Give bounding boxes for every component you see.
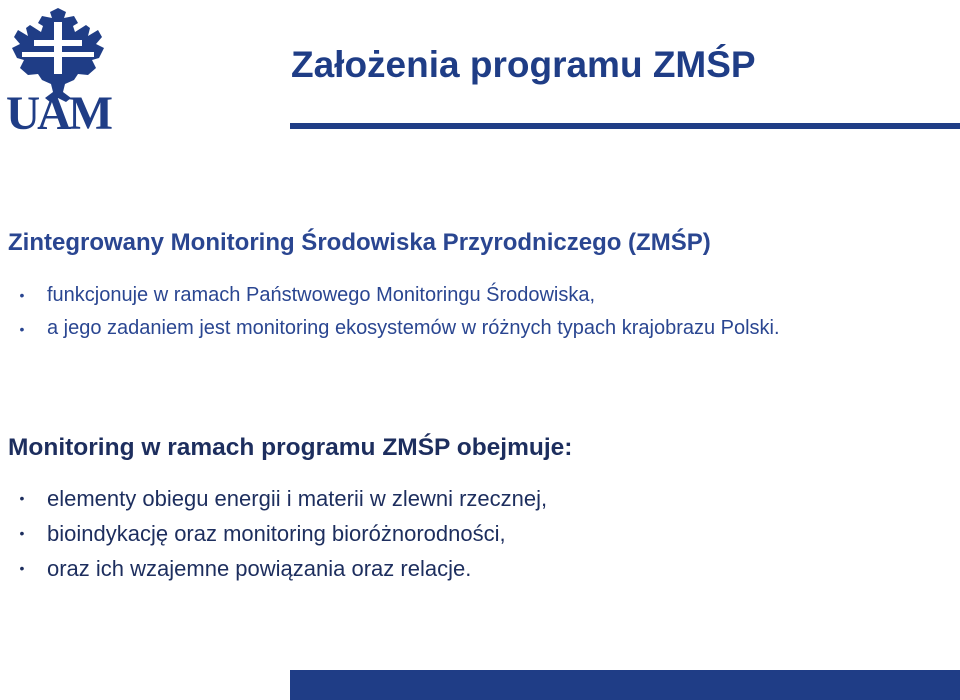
footer-color-bar	[290, 670, 960, 700]
list-item	[0, 278, 930, 312]
bullet-icon: •	[19, 321, 25, 337]
list-item-text: oraz ich wzajemne powiązania oraz relacje.	[47, 556, 472, 581]
list-item	[0, 481, 930, 516]
list-item-text: a jego zadaniem jest monitoring ekosystemów w różnych typach krajobrazu Polski.	[47, 317, 780, 339]
section-heading-zmsp: Zintegrowany Monitoring Środowiska Przyrodniczego (ZMŚP)	[8, 229, 711, 256]
uam-logo-text: UAM	[6, 87, 112, 134]
section-2-bullet-list	[0, 481, 930, 586]
section-heading-monitoring-scope: Monitoring w ramach programu ZMŚP obejmuje:	[8, 434, 573, 461]
list-item	[0, 312, 930, 344]
bullet-icon: •	[19, 490, 25, 506]
list-item-text: funkcjonuje w ramach Państwowego Monitoringu Środowiska,	[47, 284, 596, 306]
section-1-bullet-list	[0, 278, 930, 344]
list-item-text: bioindykację oraz monitoring bioróżnorodności,	[47, 521, 506, 546]
bullet-icon: •	[19, 525, 25, 541]
list-item-text: elementy obiegu energii i materii w zlewni rzecznej,	[47, 486, 548, 511]
bullet-icon: •	[19, 560, 25, 576]
slide-title: Założenia programu ZMŚP	[291, 44, 756, 85]
list-item	[0, 551, 930, 586]
bullet-icon: •	[19, 287, 25, 303]
list-item	[0, 516, 930, 551]
